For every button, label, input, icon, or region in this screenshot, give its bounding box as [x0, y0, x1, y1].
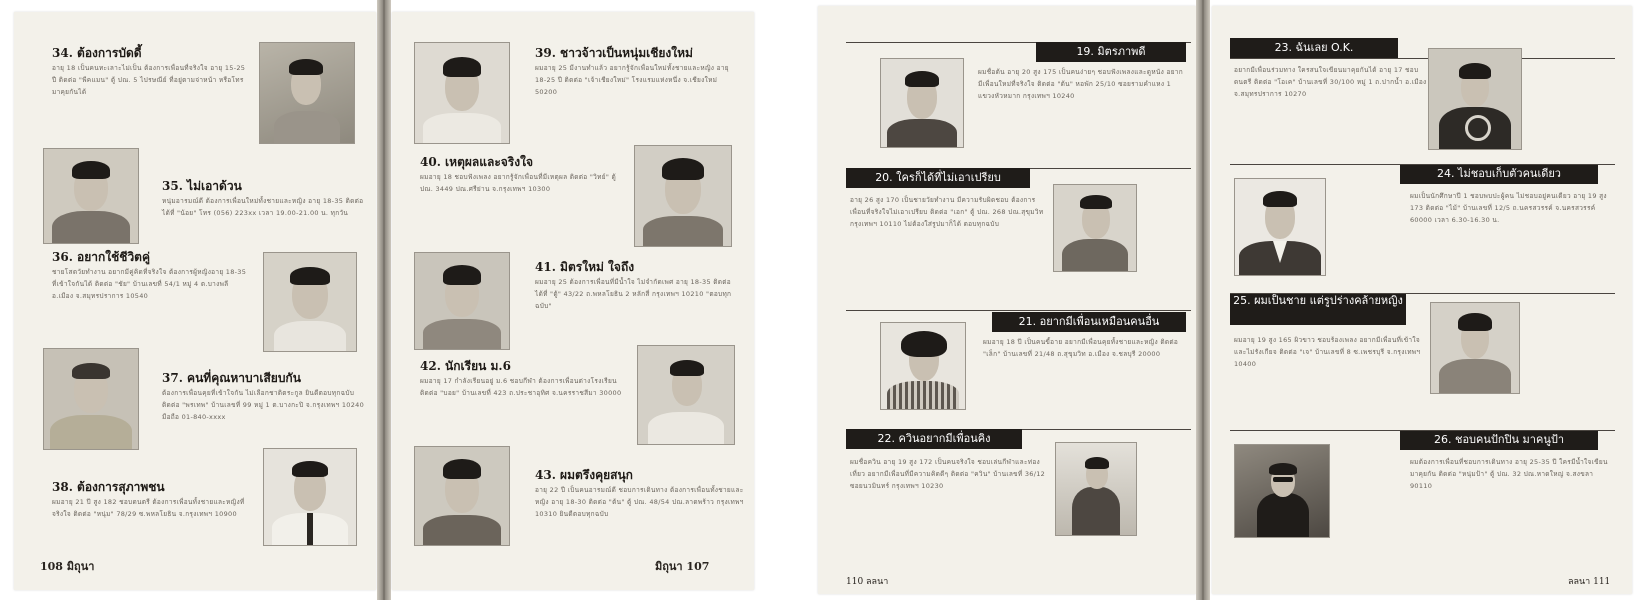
entry-36-title: 36. อยากใช้ชีวิตคู่	[52, 250, 151, 264]
entry-25-text: ผมอายุ 19 สูง 165 ผิวขาว ชอบร้องเพลง อยากมีเพื่อนที่เข้าใจและไม่รังเกียจ ติดต่อ "เจ" บ้านเลขที่ 8 ซ.เพชรบุรี จ.กรุงเทพฯ 10400	[1234, 336, 1421, 368]
entry-37-title: 37. คนที่คุณหาบาเสียบกัน	[162, 371, 301, 385]
photo-25	[1430, 302, 1520, 394]
entry-19-title: 19. มิตรภาพดี	[1036, 42, 1186, 62]
entry-43-text: อายุ 22 ปี เป็นคนอารมณ์ดี ชอบการเดินทาง ต้องการเพื่อนทั้งชายและหญิง อายุ 18-30 ติดต่อ "ต้น" ตู้ ปณ. 48/54 ปณ.ลาดพร้าว กรุงเทพฯ 10310 ยินดีตอบทุกฉบับ	[535, 486, 744, 518]
entry-36-text: ชายโสดวัยทำงาน อยากมีคู่คิดที่จริงใจ ต้องการผู้หญิงอายุ 18-35 ที่เข้าใจกันได้ ติดต่อ "ชัย" บ้านเลขที่ 54/1 หมู่ 4 ต.บางพลี อ.เมือง จ.สมุทรปราการ 10540	[52, 268, 247, 300]
entry-41-text: ผมอายุ 25 ต้องการเพื่อนที่มีน้ำใจ ไม่จำกัดเพศ อายุ 18-35 ติดต่อได้ที่ "ตู้" 43/22 ถ.พหลโยธิน 2 หลักสี่ กรุงเทพฯ 10210 "ตอบทุกฉบับ"	[535, 278, 732, 310]
entry-25-title	[1230, 293, 1406, 325]
entry-26-title: 26. ชอบคนปักปิน มาคนูป้า	[1400, 430, 1598, 450]
entry-38-title: 38. ต้องการสุภาพชน	[52, 480, 165, 494]
photo-24	[1234, 178, 1326, 276]
photo-26	[1234, 444, 1330, 538]
entry-24-title: 24. ไม่ชอบเก็บตัวคนเดียว	[1400, 164, 1598, 184]
entry-25-title-text: 25. ผมเป็นชาย แต่รูปร่างคล้ายหญิง	[1233, 294, 1403, 307]
left-spread	[0, 0, 760, 600]
entry-22-text: ผมชื่อควิน อายุ 19 สูง 172 เป็นคนจริงใจ ชอบเล่นกีฬาและท่องเที่ยว อยากมีเพื่อนที่มีความคิดดีๆ ติดต่อ "ควิน" บ้านเลขที่ 36/12 ซอยนวมินทร์ กรุงเทพฯ 10230	[850, 458, 1046, 490]
rule-24	[1230, 164, 1615, 165]
photo-39	[414, 42, 510, 144]
photo-21	[880, 322, 966, 410]
folio-111: ลลนา 111	[1568, 577, 1611, 587]
folio-107: มิถุนา 107	[655, 560, 710, 573]
photo-23	[1428, 48, 1522, 150]
entry-43-title: 43. ผมตรึงคุยสนุก	[535, 468, 633, 482]
entry-35-text: หนุ่มอารมณ์ดี ต้องการเพื่อนใหม่ทั้งชายและหญิง อายุ 18-35 ติดต่อได้ที่ "น้อย" โทร (056) 223xx เวลา 19.00-21.00 น. ทุกวัน	[162, 197, 364, 217]
entry-26-text: ผมต้องการเพื่อนที่ชอบการเดินทาง อายุ 25-35 ปี ใครมีน้ำใจเขียนมาคุยกัน ติดต่อ "หนุ่มป้า" ตู้ ปณ. 32 ปณ.หาดใหญ่ จ.สงขลา 90110	[1410, 458, 1608, 490]
entry-24-text: ผมเป็นนักศึกษาปี 1 ชอบพบปะผู้คน ไม่ชอบอยู่คนเดียว อายุ 19 สูง 173 ติดต่อ "ไม้" บ้านเลขที่ 12/5 ถ.นครสวรรค์ จ.นครสวรรค์ 60000 เวลา 6.30-16.30 น.	[1410, 192, 1607, 224]
entry-20-title: 20. ใครก็ได้ที่ไม่เอาเปรียบ	[846, 168, 1030, 188]
gutter-right-spread	[1196, 0, 1210, 600]
photo-37	[43, 348, 139, 450]
photo-36	[263, 252, 357, 352]
photo-41	[414, 252, 510, 350]
entry-37-text: ต้องการเพื่อนคุยที่เข้าใจกัน ไม่เลือกชาติตระกูล ยินดีตอบทุกฉบับ ติดต่อ "พรเทพ" บ้านเลขที่ 99 หมู่ 1 ต.บางกะปิ จ.กรุงเทพฯ 10240 มือถือ 01-840-xxxx	[162, 389, 365, 421]
photo-34	[259, 42, 355, 144]
photo-22	[1055, 442, 1137, 536]
entry-34-title: 34. ต้องการบัดดี้	[52, 46, 142, 60]
folio-110: 110 ลลนา	[846, 577, 889, 587]
entry-19-text: ผมชื่อต้น อายุ 20 สูง 175 เป็นคนง่ายๆ ชอบฟังเพลงและดูหนัง อยากมีเพื่อนใหม่ที่จริงใจ ติดต่อ "ต้น" หอพัก 25/10 ซอยรามคำแหง 1 แขวงหัวหมาก กรุงเทพฯ 10240	[978, 68, 1183, 100]
entry-40-title: 40. เหตุผลและจริงใจ	[420, 155, 534, 169]
entry-22-title: 22. ควินอยากมีเพื่อนคิง	[846, 429, 1022, 449]
folio-108: 108 มิถุนา	[40, 560, 95, 573]
entry-21-title: 21. อยากมีเพื่อนเหมือนคนอื่น	[992, 312, 1186, 332]
entry-35-title: 35. ไม่เอาด้วน	[162, 179, 242, 193]
entry-23-title: 23. ฉันเลย O.K.	[1230, 38, 1398, 58]
entry-34-text: อายุ 18 เป็นคนทะเลาะไม่เป็น ต้องการเพื่อนที่จริงใจ อายุ 15-25 ปี ติดต่อ "พีคแมน" ตู้ ปณ. 5 ไปรษณีย์ ที่อยู่ตามจ่าหน้า หรือโทรมาคุยกันได้	[52, 64, 246, 96]
entry-40-text: ผมอายุ 18 ชอบฟังเพลง อยากรู้จักเพื่อนที่มีเหตุผล ติดต่อ "วิทย์" ตู้ ปณ. 3449 ปณ.ศรีย่าน จ.กรุงเทพฯ 10300	[420, 173, 616, 193]
photo-19	[880, 58, 964, 148]
entry-21-text: ผมอายุ 18 ปี เป็นคนขี้อาย อยากมีเพื่อนคุยทั้งชายและหญิง ติดต่อ "เล็ก" บ้านเลขที่ 21/48 ถ.สุขุมวิท อ.เมือง จ.ชลบุรี 20000	[983, 338, 1179, 358]
entry-39-title: 39. ชาวจ้าวเป็นหนุ่มเชียงใหม่	[535, 46, 693, 60]
entry-41-title: 41. มิตรใหม่ ใจถึง	[535, 260, 635, 274]
entry-39-text: ผมอายุ 25 มีงานทำแล้ว อยากรู้จักเพื่อนใหม่ทั้งชายและหญิง อายุ 18-25 ปี ติดต่อ "เจ้าเชียงใหม่" โรงแรมแห่งหนึ่ง จ.เชียงใหม่ 50200	[535, 64, 729, 96]
entry-42-text: ผมอายุ 17 กำลังเรียนอยู่ ม.6 ชอบกีฬา ต้องการเพื่อนต่างโรงเรียน ติดต่อ "บอย" บ้านเลขที่ 423 ถ.ประชาอุทิศ จ.นครราชสีมา 30000	[420, 377, 622, 397]
right-spread	[818, 0, 1635, 600]
rule-26	[1230, 430, 1615, 431]
entry-20-text: อายุ 26 สูง 170 เป็นชายวัยทำงาน มีความรับผิดชอบ ต้องการเพื่อนที่จริงใจไม่เอาเปรียบ ติดต่อ "เอก" ตู้ ปณ. 268 ปณ.สุขุมวิท กรุงเทพฯ 10110 ไม่ต้องใส่รูปมาก็ได้ ตอบทุกฉบับ	[850, 196, 1044, 228]
entry-42-title: 42. นักเรียน ม.6	[420, 359, 511, 373]
entry-23-text: อยากมีเพื่อนร่วมทาง ใครสนใจเขียนมาคุยกันได้ อายุ 17 ชอบดนตรี ติดต่อ "โอเค" บ้านเลขที่ 30/100 หมู่ 1 ถ.ปากน้ำ อ.เมือง จ.สมุทรปราการ 10270	[1234, 66, 1427, 98]
rule-25	[1230, 293, 1615, 294]
gutter-left-spread	[377, 0, 391, 600]
photo-20	[1053, 184, 1137, 272]
rule-23	[1230, 58, 1615, 59]
entry-38-text: ผมอายุ 21 ปี สูง 182 ชอบดนตรี ต้องการเพื่อนทั้งชายและหญิงที่จริงใจ ติดต่อ "หนุ่ม" 78/29 ซ.พหลโยธิน จ.กรุงเทพฯ 10900	[52, 498, 245, 518]
photo-38	[263, 448, 357, 546]
rule-21	[846, 310, 1191, 311]
photo-35	[43, 148, 139, 244]
photo-42	[637, 345, 735, 445]
photo-43	[414, 446, 510, 546]
photo-40	[634, 145, 732, 247]
